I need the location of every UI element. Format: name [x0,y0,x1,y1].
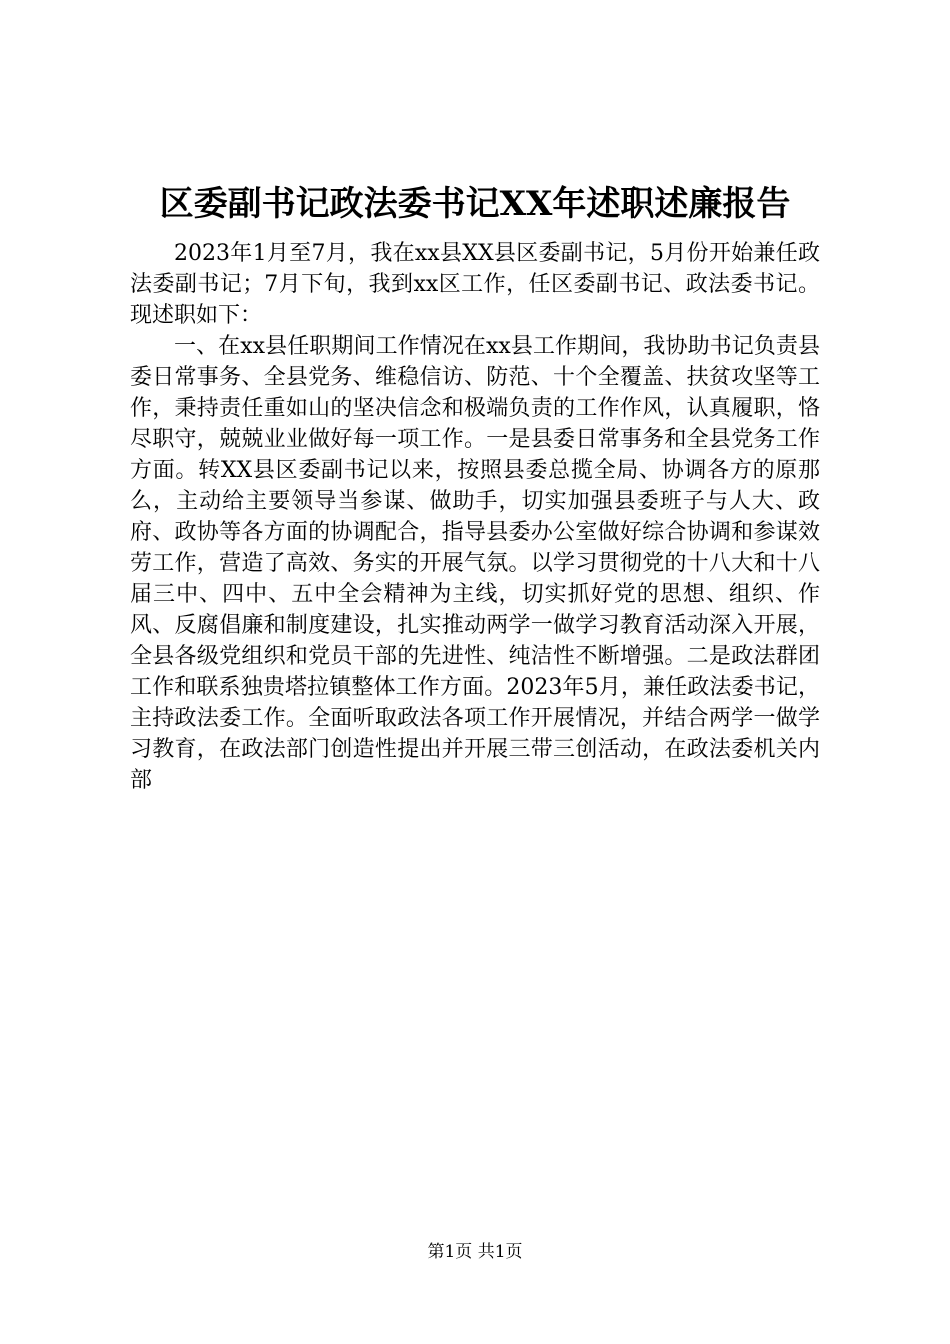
paragraph-intro: 2023年1月至7月，我在xx县XX县区委副书记，5月份开始兼任政法委副书记；7月下旬，我到xx区工作，任区委副书记、政法委书记。现述职如下： [130,241,820,328]
paragraph-section-one: 一、在xx县任职期间工作情况在xx县工作期间，我协助书记负责县委日常事务、全县党务、维稳信访、防范、十个全覆盖、扶贫攻坚等工作，秉持责任重如山的坚决信念和极端负责的工作作风，认真履职，恪尽职守，兢兢业业做好每一项工作。一是县委日常事务和全县党务工作方面。转XX县区委副书记以来，按照县委总揽全局、协调各方的原那么，主动给主要领导当参谋、做助手，切实加强县委班子与人大、政府、政协等各方面的协调配合，指导县委办公室做好综合协调和参谋效劳工作，营造了高效、务实的开展气氛。以学习贯彻党的十八大和十八届三中、四中、五中全会精神为主线，切实抓好党的思想、组织、作风、反腐倡廉和制度建设，扎实推动两学一做学习教育活动深入开展，全县各级党组织和党员干部的先进性、纯洁性不断增强。二是政法群团工作和联系独贵塔拉镇整体工作方面。2023年5月，兼任政法委书记，主持政法委工作。全面听取政法各项工作开展情况，并结合两学一做学习教育，在政法部门创造性提出并开展三带三创活动，在政法委机关内部 [130,334,820,793]
document-body [130,238,820,796]
document-title: 区委副书记政法委书记XX年述职述廉报告 [159,184,791,224]
page-number-footer: 第1页 共1页 [427,1242,523,1262]
